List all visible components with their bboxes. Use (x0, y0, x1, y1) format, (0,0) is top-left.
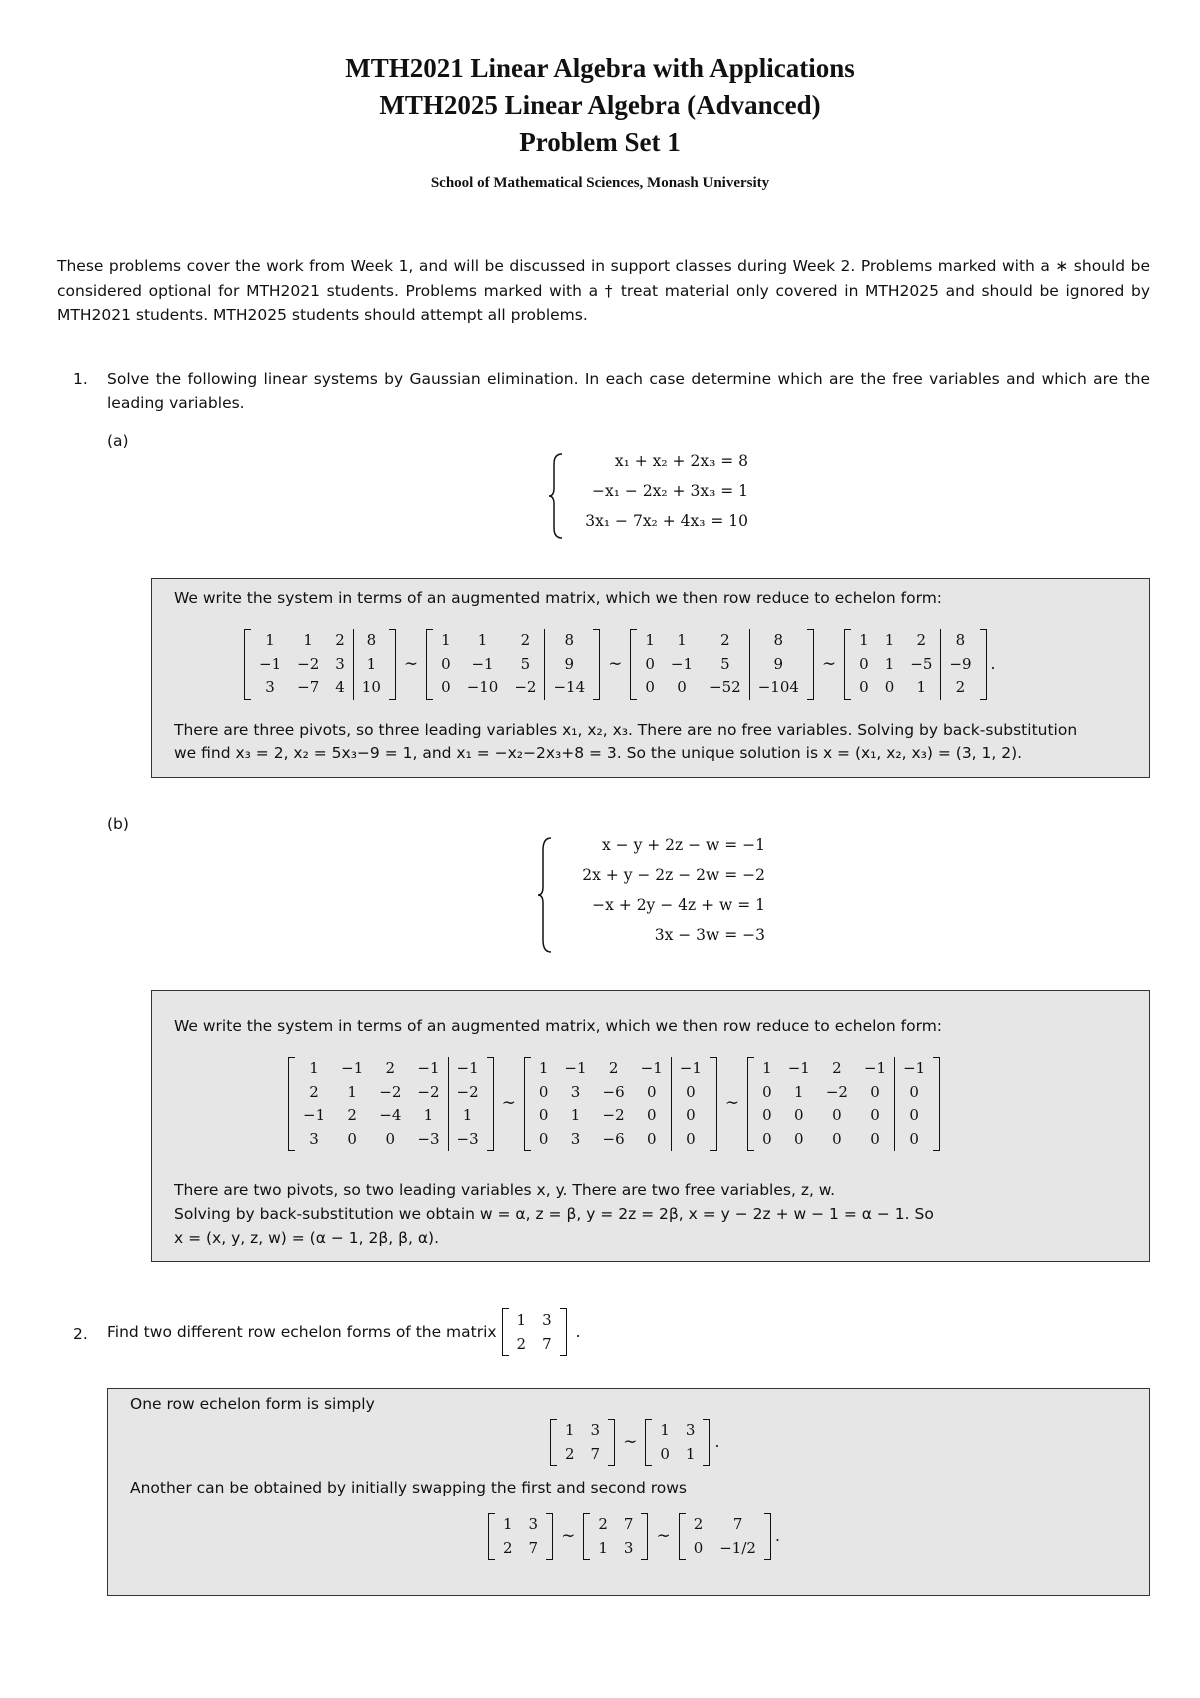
row-equivalence-symbol: ∼ (403, 653, 419, 674)
matrix-entry: 1 (598, 1538, 608, 1557)
matrix-entry: 0 (895, 1104, 934, 1128)
matrix-entry: 2 (309, 1082, 319, 1101)
matrix (550, 1419, 615, 1466)
matrix-entry: −7 (297, 678, 320, 696)
left-bracket (747, 1057, 754, 1151)
matrix-chain-2b (488, 1513, 780, 1560)
matrix (288, 1057, 494, 1151)
matrix-entry: 0 (677, 678, 687, 696)
solution-line: x = (x, y, z, w) = (α − 1, 2β, β, α). (174, 1229, 440, 1247)
matrix-entry: 0 (859, 678, 869, 696)
matrix-entry: −6 (602, 1082, 625, 1101)
matrix-entry: 0 (870, 1082, 880, 1101)
system-a (548, 452, 768, 540)
right-bracket (608, 1419, 615, 1466)
matrix-entry: 3 (528, 1515, 539, 1533)
question-1-number: 1. (73, 370, 88, 388)
matrix-entry: 3 (309, 1129, 319, 1148)
left-bracket (844, 629, 851, 700)
solution-intro: We write the system in terms of an augmented matrix, which we then row reduce to echelon form: (174, 589, 943, 607)
period: . (575, 1323, 581, 1341)
matrix-entry: 1 (884, 654, 895, 673)
matrix-entry: −1 (640, 1059, 663, 1077)
solution-line: There are three pivots, so three leading variables x₁, x₂, x₃. There are no free variables. Solving by back-substitution (174, 721, 1078, 739)
right-bracket (710, 1057, 717, 1151)
matrix-entry: 0 (794, 1106, 804, 1124)
matrix-entry: 3 (570, 1082, 581, 1101)
matrix (679, 1513, 771, 1560)
matrix-entry: 1 (565, 1421, 575, 1439)
matrix-entry: 1 (448, 1104, 487, 1128)
right-bracket (389, 629, 396, 700)
solution-box-1a (151, 578, 1150, 778)
matrix-entry: 0 (441, 654, 451, 673)
matrix-entry: 7 (590, 1444, 601, 1463)
matrix-entry: 5 (720, 654, 730, 673)
left-bracket (550, 1419, 557, 1466)
matrix-entry: 1 (441, 631, 451, 649)
period: . (774, 1526, 780, 1545)
matrix-entry: 2 (720, 631, 730, 649)
left-bracket (488, 1513, 495, 1560)
matrix-entry: −2 (417, 1082, 440, 1101)
matrix-entry: 1 (570, 1106, 581, 1124)
matrix-entry: 0 (870, 1106, 880, 1124)
row-equivalence-symbol: ∼ (561, 1525, 576, 1546)
matrix-entry: −14 (545, 676, 593, 700)
matrix (747, 1057, 940, 1151)
solution-line: There are two pivots, so two leading variables x, y. There are two free variables, z, w. (174, 1181, 835, 1199)
solution-box-2 (107, 1388, 1150, 1596)
matrix-entry: −2 (297, 654, 320, 673)
solution-line: One row echelon form is simply (130, 1395, 375, 1413)
matrix-entry: 7 (542, 1335, 552, 1353)
matrix-entry: 1 (884, 631, 895, 649)
matrix-entry: 1 (677, 631, 687, 649)
solution-intro: We write the system in terms of an augmented matrix, which we then row reduce to echelon form: (174, 1017, 943, 1035)
matrix-entry: 1 (516, 1311, 527, 1329)
part-a-label: (a) (107, 432, 129, 450)
matrix-entry: −1 (863, 1059, 887, 1077)
matrix-entry: −3 (417, 1129, 440, 1148)
matrix-chain-2a (550, 1419, 719, 1466)
matrix-entry: 0 (347, 1129, 357, 1148)
matrix-entry: 0 (645, 678, 655, 696)
matrix-entry: 2 (335, 631, 345, 649)
question-2-text: Find two different row echelon forms of the matrix (107, 1323, 497, 1341)
solution-line: we find x₃ = 2, x₂ = 5x₃−9 = 1, and x₁ = −x₂−2x₃+8 = 3. So the unique solution is x = (x₁, x₂, x₃) = (3, 1, 2). (174, 744, 1023, 762)
equation: −x₁ − 2x₂ + 3x₃ = 1 (592, 482, 748, 500)
matrix-entry: 10 (353, 676, 389, 700)
equation: 3x₁ − 7x₂ + 4x₃ = 10 (585, 512, 748, 530)
matrix-entry: 0 (645, 654, 655, 673)
equation: x − y + 2z − w = −1 (601, 836, 765, 854)
matrix-entry: −1 (671, 1057, 710, 1081)
matrix (502, 1308, 567, 1356)
matrix-entry: 8 (749, 629, 807, 653)
matrix-entry: −1 (787, 1059, 810, 1077)
matrix-entry: 0 (870, 1129, 880, 1148)
row-equivalence-symbol: ∼ (608, 653, 623, 674)
left-bracket (244, 629, 251, 700)
matrix-entry: −1/2 (719, 1538, 756, 1557)
matrix-entry: 2 (832, 1059, 842, 1077)
matrix (488, 1513, 553, 1560)
matrix-entry: 1 (303, 631, 313, 649)
matrix-entry: −10 (466, 678, 499, 696)
matrix-entry: 1 (916, 678, 927, 696)
left-brace-icon (537, 836, 553, 954)
right-bracket (641, 1513, 648, 1560)
matrix-entry: 0 (646, 1082, 657, 1101)
matrix-chain-1b (288, 1057, 940, 1151)
matrix-entry: −1 (564, 1059, 587, 1077)
equation: 2x + y − 2z − 2w = −2 (582, 866, 765, 884)
matrix-entry: 1 (309, 1059, 319, 1077)
matrix-entry: 8 (353, 629, 389, 653)
matrix-entry: 9 (749, 653, 807, 677)
matrix-entry: −1 (448, 1057, 487, 1081)
matrix (244, 629, 396, 700)
intro-paragraph: These problems cover the work from Week 1, and will be discussed in support classes during Week 2. Problems marked with a ∗ should be considered optional for MTH2021 students. Problems marked with a † treat material only covered in MTH2025 and should be ignored by MTH2021 students. MTH2025 students should attempt all problems. (57, 257, 1150, 324)
matrix-entry: 0 (660, 1444, 670, 1463)
matrix-entry: −1 (341, 1059, 364, 1077)
equation: −x + 2y − 4z + w = 1 (592, 896, 765, 914)
row-equivalence-symbol: ∼ (821, 653, 837, 674)
matrix-entry: 0 (671, 1081, 710, 1105)
matrix-entry: 9 (545, 653, 593, 677)
matrix-entry: 0 (646, 1129, 657, 1148)
matrix-entry: 2 (347, 1106, 357, 1124)
matrix-entry: 2 (941, 676, 980, 700)
matrix (583, 1513, 648, 1560)
matrix-entry: −6 (602, 1129, 625, 1148)
matrix-entry: −9 (941, 653, 980, 677)
matrix-entry: −5 (910, 654, 933, 673)
right-bracket (980, 629, 987, 700)
matrix-entry: −1 (670, 654, 694, 673)
row-equivalence-symbol: ∼ (623, 1431, 638, 1452)
left-bracket (426, 629, 433, 700)
left-bracket (502, 1308, 509, 1356)
course-title-1: MTH2021 Linear Algebra with Applications (345, 53, 855, 83)
right-bracket (764, 1513, 771, 1560)
matrix-entry: −1 (471, 654, 494, 673)
left-bracket (583, 1513, 590, 1560)
matrix-entry: 1 (762, 1059, 772, 1077)
matrix-entry: −1 (895, 1057, 934, 1081)
matrix-entry: 1 (503, 1515, 513, 1533)
left-bracket (645, 1419, 652, 1466)
left-brace-icon (548, 452, 564, 540)
question-2-matrix (502, 1311, 567, 1353)
matrix-entry: 0 (895, 1128, 934, 1152)
equation: 3x − 3w = −3 (654, 926, 765, 944)
matrix-entry: 2 (916, 631, 927, 649)
matrix-entry: 0 (762, 1106, 772, 1124)
left-bracket (679, 1513, 686, 1560)
matrix-entry: 0 (832, 1106, 842, 1124)
matrix-entry: 2 (385, 1059, 396, 1077)
matrix-entry: −2 (602, 1106, 625, 1124)
matrix-entry: −1 (417, 1059, 440, 1077)
matrix-entry: 3 (265, 678, 275, 696)
left-bracket (524, 1057, 531, 1151)
matrix-entry: 8 (545, 629, 593, 653)
title-block (0, 50, 1200, 192)
matrix-entry: 0 (538, 1129, 549, 1148)
question-2-text-row (107, 1308, 581, 1356)
matrix-entry: −1 (259, 654, 282, 673)
problem-set-title: Problem Set 1 (519, 127, 681, 157)
matrix-entry: 4 (335, 678, 345, 696)
solution-box-1b (151, 990, 1150, 1262)
matrix-entry: 1 (423, 1106, 434, 1124)
matrix-entry: 8 (941, 629, 980, 653)
matrix-entry: 1 (859, 631, 869, 649)
matrix-entry: 1 (645, 631, 655, 649)
row-equivalence-symbol: ∼ (501, 1093, 516, 1114)
matrix-entry: 7 (623, 1515, 634, 1533)
matrix-entry: 0 (859, 654, 869, 673)
matrix-chain-1a (244, 629, 995, 700)
matrix-entry: 0 (646, 1106, 657, 1124)
matrix-entry: 3 (590, 1421, 601, 1439)
matrix (630, 629, 814, 700)
matrix-entry: −1 (303, 1106, 326, 1124)
matrix-entry: 1 (347, 1082, 357, 1101)
matrix-entry: 0 (441, 678, 451, 696)
matrix-entry: 1 (685, 1444, 696, 1463)
matrix-entry: 3 (542, 1311, 552, 1329)
matrix-entry: −52 (709, 678, 741, 696)
matrix-entry: 1 (353, 653, 389, 677)
matrix-entry: −2 (514, 678, 537, 696)
matrix (645, 1419, 710, 1466)
matrix-entry: −2 (825, 1082, 848, 1101)
matrix-entry: 0 (538, 1106, 549, 1124)
question-1-text: Solve the following linear systems by Gaussian elimination. In each case determine which are the free variables and which are the leading variables. (107, 370, 1150, 412)
matrix-entry: 2 (598, 1515, 608, 1533)
matrix-entry: 5 (520, 654, 531, 673)
matrix-entry: 2 (520, 631, 531, 649)
matrix-entry: −2 (448, 1081, 487, 1105)
course-title-2: MTH2025 Linear Algebra (Advanced) (379, 90, 821, 120)
right-bracket (560, 1308, 567, 1356)
matrix-entry: 1 (794, 1082, 804, 1101)
right-bracket (487, 1057, 494, 1151)
part-b-label: (b) (107, 815, 129, 833)
matrix-entry: 0 (671, 1104, 710, 1128)
system-b (537, 836, 777, 954)
right-bracket (933, 1057, 940, 1151)
matrix-entry: 7 (528, 1538, 539, 1557)
matrix-entry: −104 (749, 676, 807, 700)
matrix-entry: −4 (379, 1106, 402, 1124)
question-2-number: 2. (73, 1325, 88, 1343)
right-bracket (807, 629, 814, 700)
matrix-entry: 2 (565, 1444, 575, 1463)
matrix-entry: −3 (448, 1128, 487, 1152)
matrix-entry: 0 (884, 678, 895, 696)
matrix-entry: 1 (538, 1059, 549, 1077)
matrix-entry: 3 (623, 1538, 634, 1557)
matrix-entry: 2 (503, 1538, 513, 1557)
matrix (844, 629, 986, 700)
right-bracket (593, 629, 600, 700)
solution-line: Solving by back-substitution we obtain w = α, z = β, y = 2z = 2β, x = y − 2z + w − 1 = α − 1. So (174, 1205, 934, 1223)
matrix-entry: 1 (660, 1421, 670, 1439)
row-equivalence-symbol: ∼ (724, 1093, 740, 1114)
matrix-entry: 0 (794, 1129, 804, 1148)
right-bracket (546, 1513, 553, 1560)
matrix-entry: 0 (538, 1082, 549, 1101)
equation: x₁ + x₂ + 2x₃ = 8 (614, 452, 748, 470)
matrix-entry: 3 (685, 1421, 696, 1439)
matrix-entry: 2 (608, 1059, 619, 1077)
matrix-entry: 1 (477, 631, 488, 649)
right-bracket (703, 1419, 710, 1466)
left-bracket (288, 1057, 295, 1151)
matrix-entry: 0 (385, 1129, 396, 1148)
matrix-entry: 7 (732, 1515, 743, 1533)
left-bracket (630, 629, 637, 700)
matrix-entry: 2 (516, 1335, 527, 1353)
matrix-entry: 1 (265, 631, 275, 649)
solution-line: Another can be obtained by initially swapping the first and second rows (130, 1479, 687, 1497)
matrix-entry: 0 (693, 1538, 704, 1557)
matrix-entry: 3 (335, 654, 345, 673)
matrix-entry: 2 (693, 1515, 704, 1533)
matrix-entry: 3 (570, 1129, 581, 1148)
period: . (990, 654, 996, 673)
matrix-entry: 0 (895, 1081, 934, 1105)
matrix (524, 1057, 717, 1151)
matrix-entry: 0 (671, 1128, 710, 1152)
matrix-entry: 0 (832, 1129, 842, 1148)
matrix-entry: −2 (379, 1082, 402, 1101)
matrix (426, 629, 600, 700)
period: . (714, 1432, 720, 1451)
matrix-entry: 0 (762, 1082, 772, 1101)
row-equivalence-symbol: ∼ (656, 1525, 671, 1546)
school-name: School of Mathematical Sciences, Monash University (430, 175, 770, 191)
matrix-entry: 0 (762, 1129, 772, 1148)
